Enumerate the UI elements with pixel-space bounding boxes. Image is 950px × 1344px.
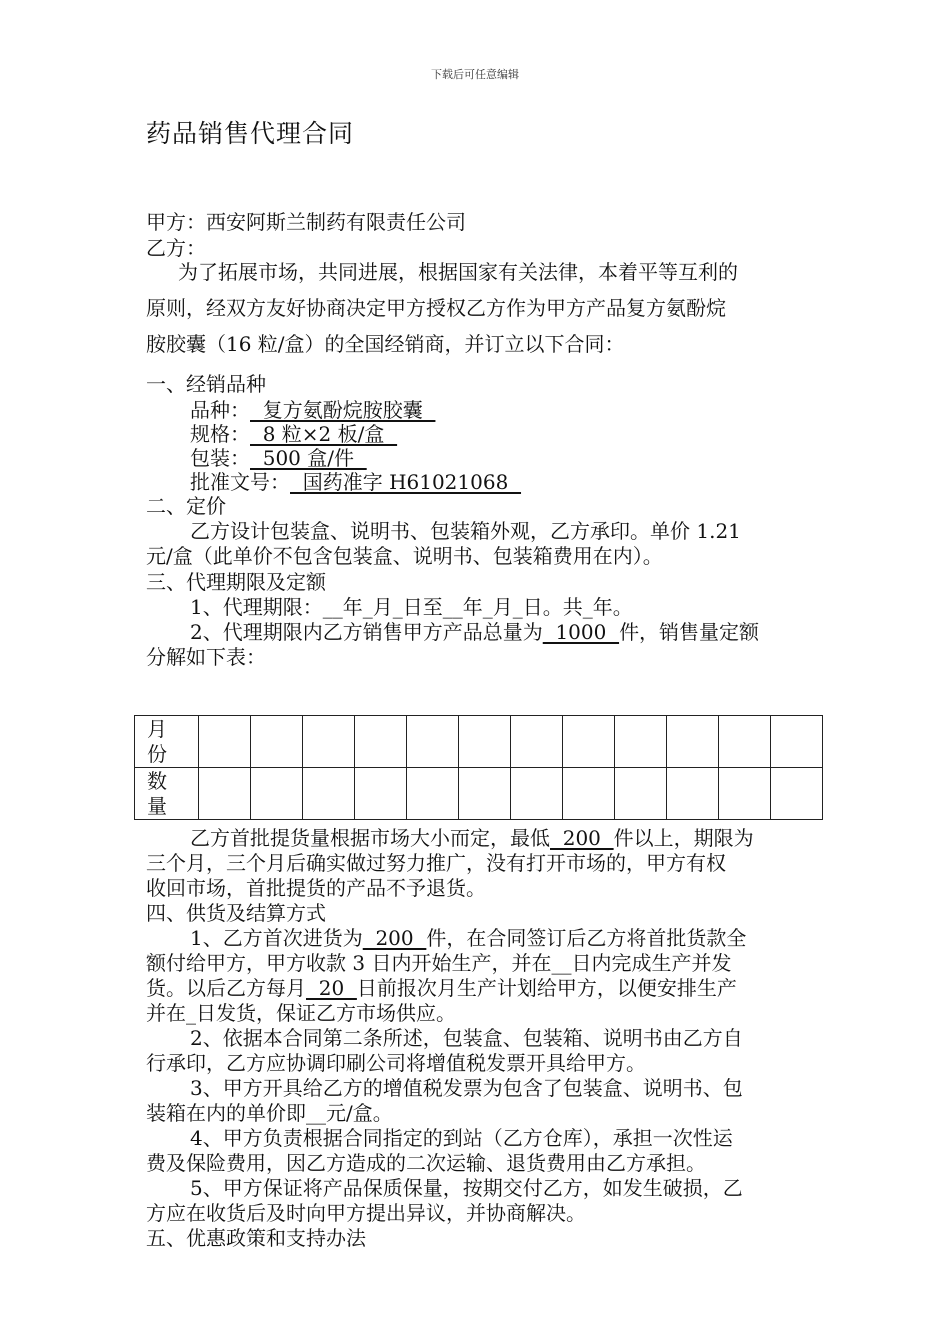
quota-cell [562,716,614,768]
first-batch-line-3: 收回市场，首批提货的产品不予退货。 [146,876,486,900]
supply-p5-line-2: 方应在收货后及时向甲方提出异议，并协商解决。 [146,1201,586,1225]
quota-cell [354,716,406,768]
quota-cell [614,716,666,768]
spec-value: 8 粒×2 板/盒 [250,422,398,446]
quota-cell [302,768,354,820]
document-title: 药品销售代理合同 [146,119,355,148]
quota-cell [354,768,406,820]
supply-p2-line-1: 2、依据本合同第二条所述，包装盒、包装箱、说明书由乙方自 [190,1026,743,1050]
pack-value: 500 盒/件 [250,446,367,470]
variety-value: 复方氨酚烷胺胶囊 [250,398,436,422]
quota-cell [666,768,718,820]
total-suffix: 件，销售量定额 [619,620,760,644]
quota-cell [718,716,770,768]
supply-p2-line-2: 行承印，乙方应协调印刷公司将增值税发票开具给甲方。 [146,1051,646,1075]
quota-cell [562,768,614,820]
quantity-header-cell: 数 量 [135,768,199,820]
quota-cell [510,768,562,820]
pricing-line-2: 元/盒（此单价不包含包装盒、说明书、包装箱费用在内）。 [146,544,663,568]
section-1-heading: 一、经销品种 [146,372,266,396]
first-order-value: 200 [362,926,427,950]
quota-cell [302,716,354,768]
term-line: 1、代理期限：__年_月_日至__年_月_日。共_年。 [190,595,633,619]
quota-cell [198,716,250,768]
quota-cell [250,768,302,820]
supply-p4-line-1: 4、甲方负责根据合同指定的到站（乙方仓库），承担一次性运 [190,1126,733,1150]
section-5-heading: 五、优惠政策和支持办法 [146,1226,366,1250]
total-prefix: 2、代理期限内乙方销售甲方产品总量为 [190,620,543,644]
first-batch-suffix: 件以上，期限为 [613,826,754,850]
supply-p1-l3-prefix: 货。以后乙方每月 [146,976,306,1000]
party-a: 甲方：西安阿斯兰制药有限责任公司 [146,210,466,234]
supply-p1-line-4: 并在_日发货，保证乙方市场供应。 [146,1001,456,1025]
supply-p5-line-1: 5、甲方保证将产品保质保量，按期交付乙方，如发生破损，乙 [190,1176,743,1200]
quota-cell [770,768,822,820]
supply-p1-l3-suffix: 日前报次月生产计划给甲方，以便安排生产 [356,976,737,1000]
supply-p1-suffix: 件，在合同签订后乙方将首批货款全 [426,926,747,950]
first-batch-prefix: 乙方首批提货量根据市场大小而定，最低 [190,826,550,850]
variety-label: 品种： [190,398,250,422]
approval-row [190,466,521,495]
quota-cell [614,768,666,820]
section-4-heading: 四、供货及结算方式 [146,901,326,925]
section-3-heading: 三、代理期限及定额 [146,570,326,594]
first-batch-line-2: 三个月，三个月后确实做过努力推广，没有打开市场的，甲方有权 [146,851,726,875]
intro-line-2: 原则，经双方友好协商决定甲方授权乙方作为甲方产品复方氨酚烷 [146,296,726,320]
monthly-plan-day: 20 [306,976,357,1000]
quota-row-month [135,716,823,768]
quota-cell [406,768,458,820]
quota-cell [770,716,822,768]
quota-cell [198,768,250,820]
month-header-cell: 月 份 [135,716,199,768]
section-2-heading: 二、定价 [146,494,226,518]
total-line [190,616,759,645]
approval-value: 国药准字 H61021068 [290,470,522,494]
total-value: 1000 [542,620,620,644]
supply-p1-prefix: 1、乙方首次进货为 [190,926,363,950]
quota-cell [250,716,302,768]
quota-table [134,715,823,820]
approval-label: 批准文号： [190,470,290,494]
quota-cell [458,768,510,820]
intro-line-3: 胺胶囊（16 粒/盒）的全国经销商，并订立以下合同： [146,332,625,356]
quota-cell [718,768,770,820]
first-batch-value: 200 [550,826,614,850]
party-b: 乙方： [146,236,206,260]
supply-p4-line-2: 费及保险费用，因乙方造成的二次运输、退货费用由乙方承担。 [146,1151,706,1175]
spec-label: 规格： [190,422,250,446]
quota-cell [510,716,562,768]
supply-p3-line-1: 3、甲方开具给乙方的增值税发票为包含了包装盒、说明书、包 [190,1076,743,1100]
pricing-line-1: 乙方设计包装盒、说明书、包装箱外观，乙方承印。单价 1.21 [190,519,741,543]
quota-cell [406,716,458,768]
supply-p3-line-2: 装箱在内的单价即__元/盒。 [146,1101,393,1125]
quota-cell [458,716,510,768]
supply-p1-line-2: 额付给甲方，甲方收款 3 日内开始生产，并在__日内完成生产并发 [146,951,732,975]
page-header-note: 下载后可任意编辑 [431,68,519,81]
quota-row-quantity [135,768,823,820]
intro-line-1: 为了拓展市场，共同进展，根据国家有关法律，本着平等互利的 [178,260,738,284]
breakdown-intro: 分解如下表： [146,645,266,669]
quota-cell [666,716,718,768]
pack-label: 包装： [190,446,250,470]
